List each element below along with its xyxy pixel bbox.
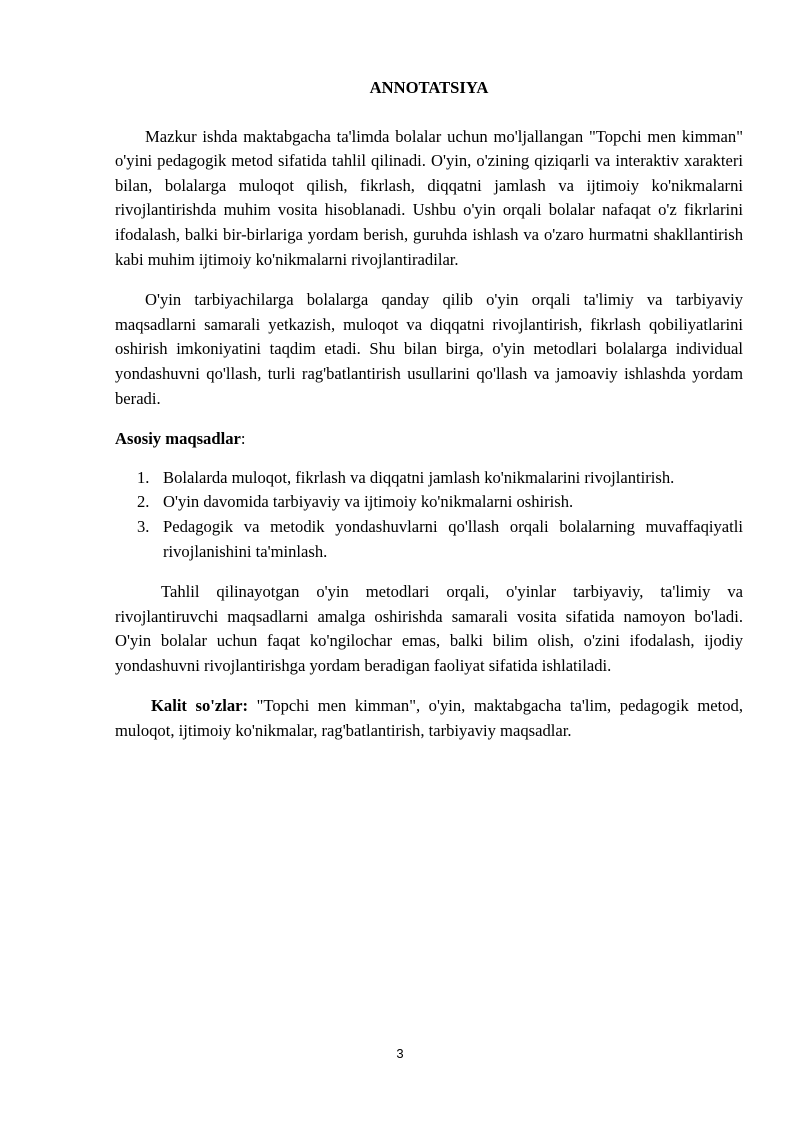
keywords-label: Kalit so'zlar: <box>151 696 249 716</box>
list-item <box>115 515 743 564</box>
goals-heading <box>115 427 743 452</box>
goals-list <box>115 466 743 564</box>
list-item <box>115 490 743 515</box>
list-item <box>115 466 743 491</box>
document-page <box>115 76 743 760</box>
paragraph-teachers: O'yin tarbiyachilarga bolalarga qanday qilib o'yin orqali ta'limiy va tarbiyaviy maqsadlarni samarali yetkazish, muloqot va diqqatni rivojlantirish, fikrlash qobiliyatlarini oshirish imkoniyatini taqdim etadi. Shu bilan birga, o'yin metodlari bolalarga individual yondashuvni qo'llash, turli rag'batlantirish usullarini qo'llash va jamoaviy ishlashda yordam beradi. <box>115 290 743 408</box>
list-item-text: Bolalarda muloqot, fikrlash va diqqatni jamlash ko'nikmalarini rivojlantirish. <box>163 467 675 487</box>
paragraph-intro: Mazkur ishda maktabgacha ta'limda bolalar uchun mo'ljallangan "Topchi men kimman" o'yini pedagogik metod sifatida tahlil qilinadi. O'yin, o'zining qiziqarli va interaktiv xarakteri bilan, bolalarga muloqot qilish, fikrlash, diqqatni jamlash va ijtimoiy ko'nikmalarni rivojlantirishda muhim vosita hisoblanadi. Ushbu o'yin orqali bolalar nafaqat o'z fikrlarini ifodalash, balki bir-birlariga yordam berish, guruhda ishlash va o'zaro hurmatni shakllantirish kabi muhim ijtimoiy ko'nikmalarni rivojlantiradilar. <box>115 126 743 269</box>
goals-heading-colon: : <box>240 429 246 449</box>
list-item-number: 2. <box>137 492 150 512</box>
document-title: ANNOTATSIYA <box>369 78 489 97</box>
list-item-number: 3. <box>137 516 150 536</box>
list-item-text: O'yin davomida tarbiyaviy va ijtimoiy ko'nikmalarni oshirish. <box>163 492 574 512</box>
list-item-text: Pedagogik va metodik yondashuvlarni qo'llash orqali bolalarning muvaffaqiyatli rivojlanishini ta'minlash. <box>163 516 743 561</box>
keywords-text: "Topchi men kimman", o'yin, maktabgacha ta'lim, pedagogik metod, muloqot, ijtimoiy ko'nikmalar, rag'batlantirish, tarbiyaviy maqsadlar. <box>115 696 743 741</box>
paragraph-analysis: Tahlil qilinayotgan o'yin metodlari orqali, o'yinlar tarbiyaviy, ta'limiy va rivojlantiruvchi maqsadlarni amalga oshirishda samarali vosita sifatida namoyon bo'ladi. O'yin bolalar uchun faqat ko'ngilochar emas, balki bilim olish, o'zini ifodalash, ijodiy yondashuvni rivojlantirishga yordam beradigan faoliyat sifatida ishlatiladi. <box>115 582 743 675</box>
goals-heading-label: Asosiy maqsadlar <box>115 429 241 449</box>
keywords-paragraph <box>115 694 743 743</box>
page-number: 3 <box>396 1046 404 1061</box>
list-item-number: 1. <box>137 467 150 487</box>
